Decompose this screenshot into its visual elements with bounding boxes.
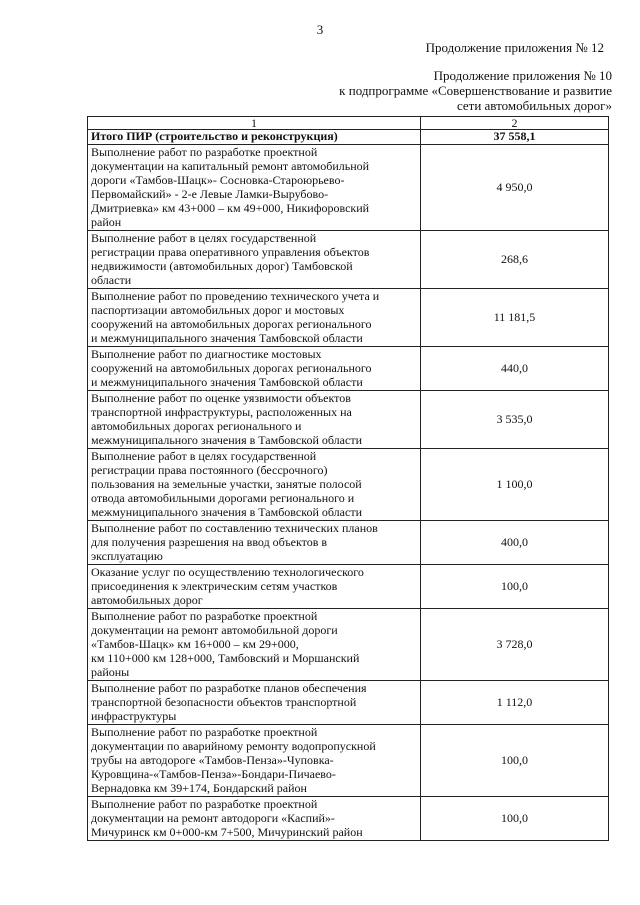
description-line: документации по аварийному ремонту водопропускной <box>91 739 376 753</box>
description-line: области <box>91 273 132 287</box>
table-row <box>88 145 609 231</box>
total-row <box>88 130 609 145</box>
description-line: Выполнение работ в целях государственной <box>91 449 317 463</box>
work-description <box>88 289 421 347</box>
work-description <box>88 565 421 609</box>
description-line: паспортизации автомобильных дорог и мостовых <box>91 303 345 317</box>
work-description <box>88 521 421 565</box>
description-line: Дмитриевка» км 43+000 – км 49+000, Никифоровский <box>91 201 370 215</box>
description-line: присоединения к электрическим сетям участков <box>91 579 338 593</box>
description-line: отвода автомобильными дорогами регионального и <box>91 491 355 505</box>
amount-value: 100,0 <box>421 565 609 609</box>
work-description <box>88 145 421 231</box>
description-line: пользования на земельные участки, занятые полосой <box>91 477 362 491</box>
description-line: недвижимости (автомобильных дорог) Тамбовской <box>91 259 353 273</box>
description-line: автомобильных дорог <box>91 593 203 607</box>
description-line: Первомайский» - 2-е Левые Ламки-Вырубово- <box>91 187 329 201</box>
description-line: документации на капитальный ремонт автомобильной <box>91 159 370 173</box>
description-line: «Тамбов-Шацк» км 16+000 – км 29+000, <box>91 637 299 651</box>
amount-value: 3 535,0 <box>421 391 609 449</box>
expenses-table <box>87 116 609 841</box>
description-line: транспортной безопасности объектов транспортной <box>91 695 357 709</box>
amount-value: 268,6 <box>421 231 609 289</box>
total-label: Итого ПИР (строительство и реконструкция) <box>88 130 421 145</box>
table-row <box>88 565 609 609</box>
amount-value: 100,0 <box>421 797 609 841</box>
description-line: Выполнение работ по разработке проектной <box>91 145 318 159</box>
description-line: км 110+000 км 128+000, Тамбовский и Моршанский <box>91 651 360 665</box>
header-line: к подпрограмме «Совершенствование и развитие <box>339 83 612 98</box>
description-line: сооружений на автомобильных дорогах регионального <box>91 317 372 331</box>
total-value: 37 558,1 <box>421 130 609 145</box>
column-number: 2 <box>421 117 609 130</box>
description-line: межмуниципального значения в Тамбовской области <box>91 505 362 519</box>
description-line: межмуниципального значения в Тамбовской области <box>91 433 362 447</box>
description-line: трубы на автодороге «Тамбов-Пенза»-Чуповка- <box>91 753 334 767</box>
appendix-continuation-10 <box>339 68 612 113</box>
table-row <box>88 681 609 725</box>
table-row <box>88 609 609 681</box>
amount-value: 3 728,0 <box>421 609 609 681</box>
description-line: Вернадовка км 39+174, Бондарский район <box>91 781 307 795</box>
table-row <box>88 347 609 391</box>
description-line: Куровщина-«Тамбов-Пенза»-Бондари-Пичаево- <box>91 767 336 781</box>
description-line: Выполнение работ по диагностике мостовых <box>91 347 322 361</box>
description-line: Выполнение работ по разработке проектной <box>91 797 318 811</box>
description-line: транспортной инфраструктуры, расположенных на <box>91 405 352 419</box>
amount-value: 440,0 <box>421 347 609 391</box>
table-row <box>88 725 609 797</box>
work-description <box>88 609 421 681</box>
appendix-continuation-12: Продолжение приложения № 12 <box>425 40 604 55</box>
work-description <box>88 391 421 449</box>
page-number: 3 <box>316 22 324 37</box>
table-row <box>88 449 609 521</box>
header-line: Продолжение приложения № 10 <box>433 68 612 83</box>
work-description <box>88 797 421 841</box>
description-line: инфраструктуры <box>91 709 177 723</box>
work-description <box>88 681 421 725</box>
description-line: регистрации права оперативного управления объектов <box>91 245 370 259</box>
header-line: сети автомобильных дорог» <box>456 98 612 113</box>
description-line: документации на ремонт автодороги «Каспий»- <box>91 811 335 825</box>
amount-value: 1 112,0 <box>421 681 609 725</box>
description-line: Выполнение работ в целях государственной <box>91 231 317 245</box>
description-line: Мичуринск км 0+000-км 7+500, Мичуринский район <box>91 825 363 839</box>
description-line: и межмуниципального значения Тамбовской области <box>91 375 363 389</box>
table-row <box>88 521 609 565</box>
table-row <box>88 289 609 347</box>
column-numbers-row <box>88 117 609 130</box>
description-line: Выполнение работ по проведению технического учета и <box>91 289 380 303</box>
description-line: дороги «Тамбов-Шацк»- Сосновка-Староюрьево- <box>91 173 345 187</box>
description-line: и межмуниципального значения Тамбовской области <box>91 331 363 345</box>
table-row <box>88 797 609 841</box>
description-line: Выполнение работ по разработке планов обеспечения <box>91 681 367 695</box>
column-number: 1 <box>88 117 421 130</box>
description-line: Оказание услуг по осуществлению технологического <box>91 565 364 579</box>
description-line: Выполнение работ по разработке проектной <box>91 725 318 739</box>
work-description <box>88 725 421 797</box>
description-line: район <box>91 215 122 229</box>
table-row <box>88 231 609 289</box>
description-line: сооружений на автомобильных дорогах регионального <box>91 361 372 375</box>
amount-value: 11 181,5 <box>421 289 609 347</box>
description-line: Выполнение работ по разработке проектной <box>91 609 318 623</box>
description-line: районы <box>91 665 130 679</box>
work-description <box>88 449 421 521</box>
amount-value: 100,0 <box>421 725 609 797</box>
description-line: Выполнение работ по оценке уязвимости объектов <box>91 391 351 405</box>
description-line: автомобильных дорогах регионального и <box>91 419 302 433</box>
amount-value: 1 100,0 <box>421 449 609 521</box>
work-description <box>88 231 421 289</box>
description-line: Выполнение работ по составлению технических планов <box>91 521 378 535</box>
amount-value: 4 950,0 <box>421 145 609 231</box>
table-row <box>88 391 609 449</box>
description-line: регистрации права постоянного (бессрочного) <box>91 463 328 477</box>
work-description <box>88 347 421 391</box>
description-line: для получения разрешения на ввод объектов в <box>91 535 328 549</box>
description-line: документации на ремонт автомобильной дороги <box>91 623 338 637</box>
amount-value: 400,0 <box>421 521 609 565</box>
description-line: эксплуатацию <box>91 549 163 563</box>
